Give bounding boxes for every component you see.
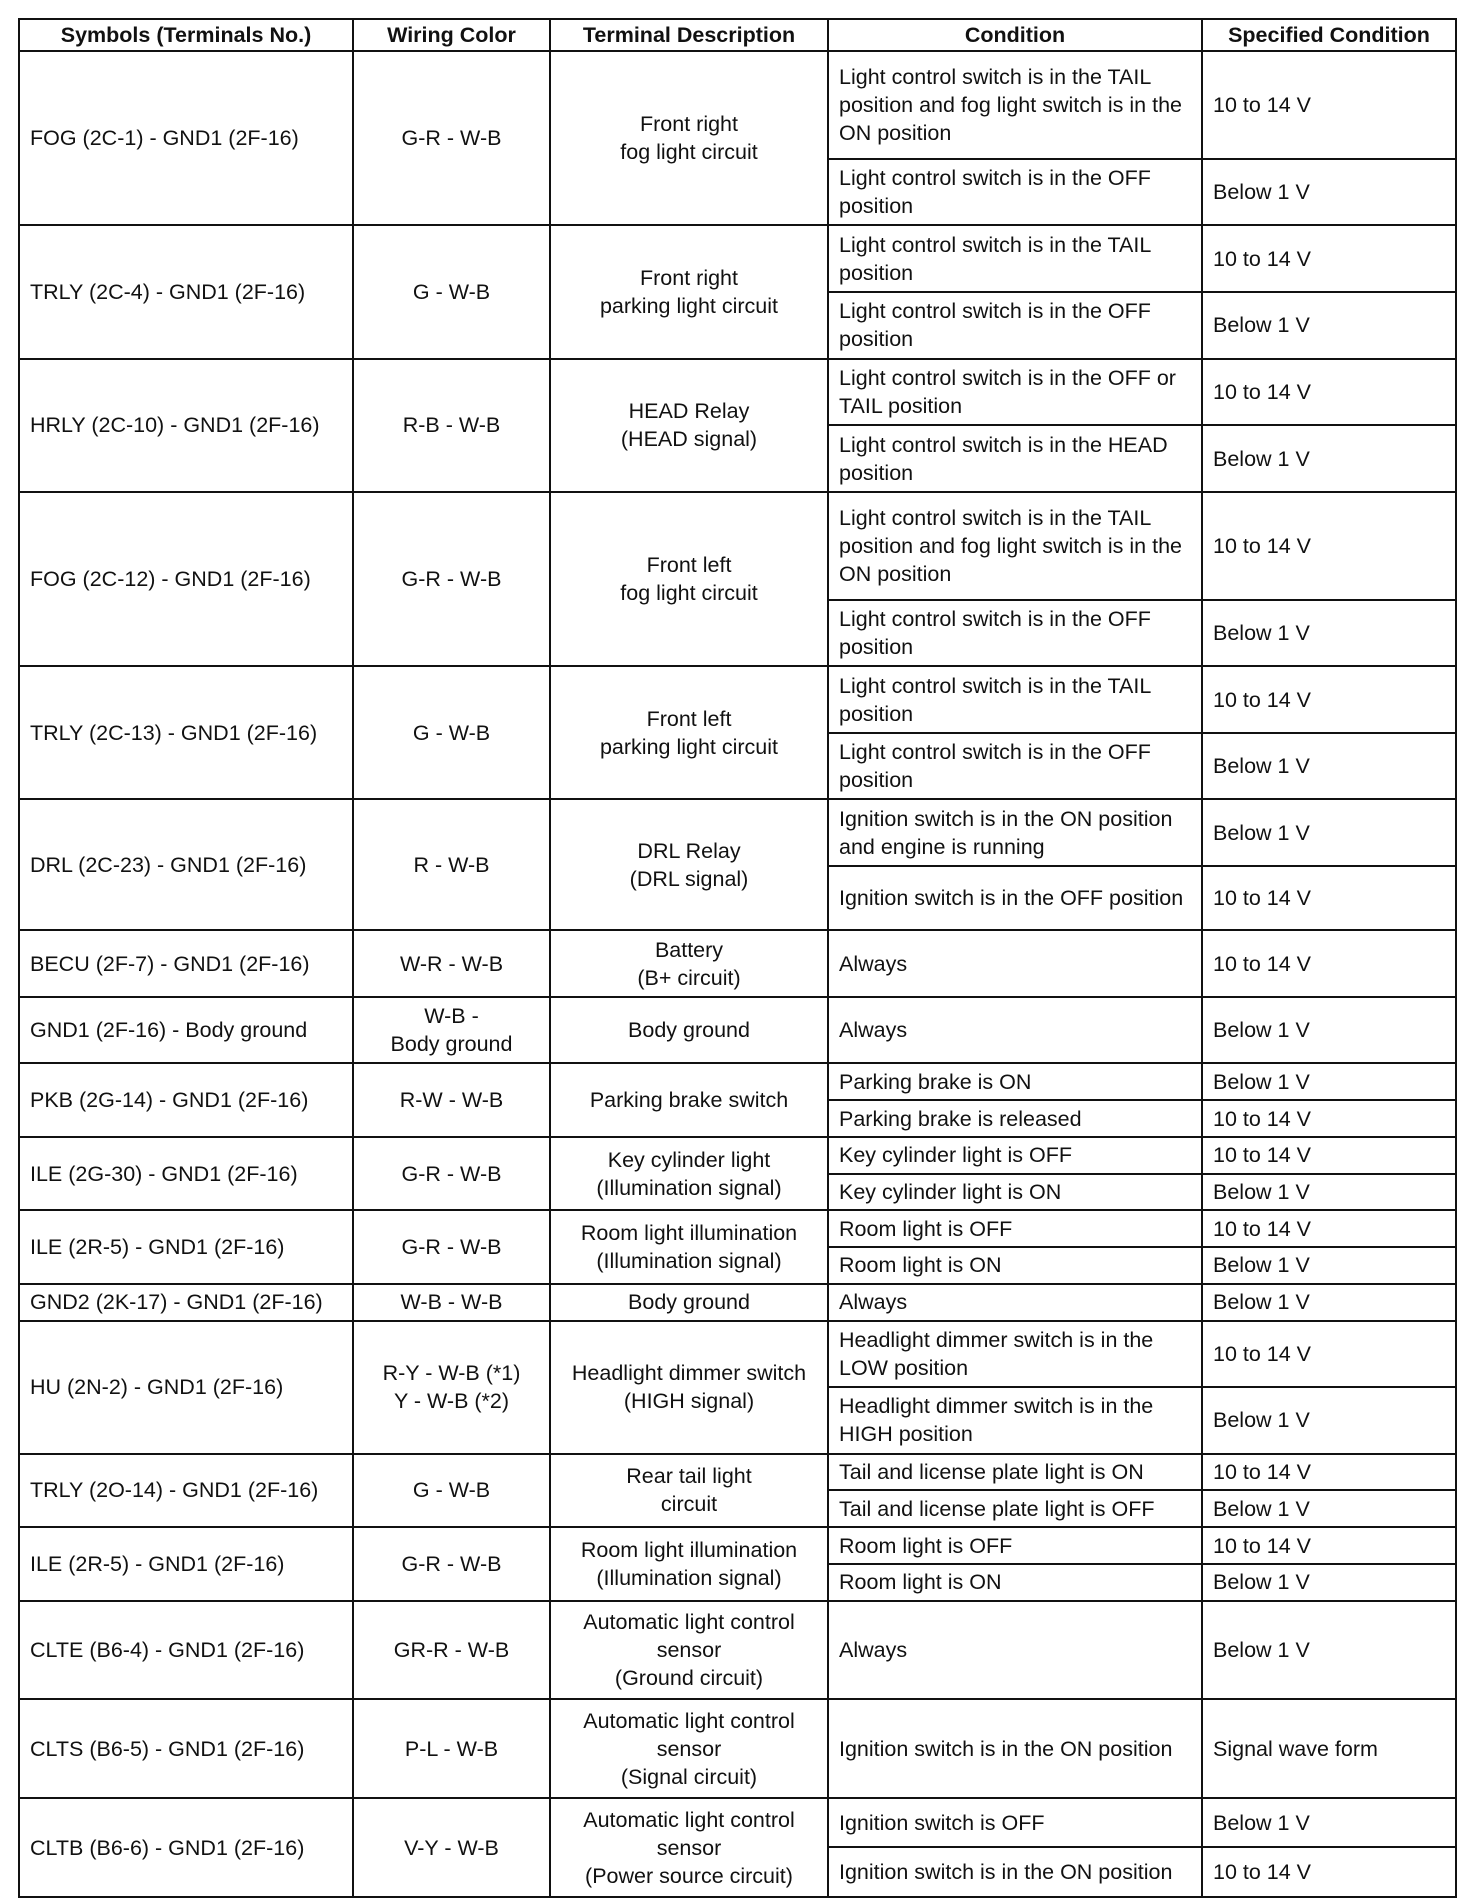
table-row bbox=[19, 1454, 1456, 1491]
specified-condition-cell: 10 to 14 V bbox=[1202, 1847, 1456, 1897]
condition-cell: Light control switch is in the OFF position bbox=[828, 292, 1202, 359]
symbol-cell: TRLY (2C-4) - GND1 (2F-16) bbox=[19, 225, 353, 358]
condition-cell: Ignition switch is in the ON position and engine is running bbox=[828, 799, 1202, 866]
symbol-cell: FOG (2C-12) - GND1 (2F-16) bbox=[19, 492, 353, 666]
wiring-color-cell: P-L - W-B bbox=[353, 1699, 550, 1798]
terminal-description-cell: Automatic light control sensor (Power source circuit) bbox=[550, 1798, 828, 1897]
specified-condition-cell: 10 to 14 V bbox=[1202, 1137, 1456, 1174]
condition-cell: Room light is OFF bbox=[828, 1210, 1202, 1247]
condition-cell: Key cylinder light is ON bbox=[828, 1174, 1202, 1211]
wiring-color-cell: G-R - W-B bbox=[353, 1210, 550, 1283]
specified-condition-cell: Below 1 V bbox=[1202, 1798, 1456, 1847]
terminal-description-cell: Battery (B+ circuit) bbox=[550, 930, 828, 997]
symbol-cell: CLTS (B6-5) - GND1 (2F-16) bbox=[19, 1699, 353, 1798]
condition-cell: Always bbox=[828, 1284, 1202, 1321]
terminal-description-cell: Front right parking light circuit bbox=[550, 225, 828, 358]
condition-cell: Tail and license plate light is OFF bbox=[828, 1490, 1202, 1527]
header-wiring-color: Wiring Color bbox=[353, 19, 550, 51]
specified-condition-cell: Below 1 V bbox=[1202, 1387, 1456, 1454]
symbol-cell: PKB (2G-14) - GND1 (2F-16) bbox=[19, 1063, 353, 1136]
terminal-description-cell: Room light illumination (Illumination signal) bbox=[550, 1527, 828, 1600]
wiring-color-cell: W-B - Body ground bbox=[353, 997, 550, 1064]
specified-condition-cell: 10 to 14 V bbox=[1202, 866, 1456, 930]
specified-condition-cell: Below 1 V bbox=[1202, 1284, 1456, 1321]
terminal-description-cell: Body ground bbox=[550, 997, 828, 1064]
condition-cell: Room light is ON bbox=[828, 1247, 1202, 1284]
symbol-cell: TRLY (2C-13) - GND1 (2F-16) bbox=[19, 666, 353, 799]
symbol-cell: FOG (2C-1) - GND1 (2F-16) bbox=[19, 51, 353, 225]
header-terminal-description: Terminal Description bbox=[550, 19, 828, 51]
specified-condition-cell: 10 to 14 V bbox=[1202, 225, 1456, 292]
header-condition: Condition bbox=[828, 19, 1202, 51]
condition-cell: Light control switch is in the OFF position bbox=[828, 159, 1202, 226]
condition-cell: Room light is OFF bbox=[828, 1527, 1202, 1564]
symbol-cell: CLTB (B6-6) - GND1 (2F-16) bbox=[19, 1798, 353, 1897]
wiring-color-cell: G-R - W-B bbox=[353, 492, 550, 666]
specified-condition-cell: 10 to 14 V bbox=[1202, 492, 1456, 600]
table-row bbox=[19, 1527, 1456, 1564]
terminal-description-cell: Automatic light control sensor (Signal circuit) bbox=[550, 1699, 828, 1798]
condition-cell: Headlight dimmer switch is in the LOW position bbox=[828, 1321, 1202, 1388]
specified-condition-cell: Below 1 V bbox=[1202, 997, 1456, 1064]
condition-cell: Ignition switch is in the OFF position bbox=[828, 866, 1202, 930]
specified-condition-cell: Below 1 V bbox=[1202, 292, 1456, 359]
specified-condition-cell: 10 to 14 V bbox=[1202, 1321, 1456, 1388]
condition-cell: Always bbox=[828, 997, 1202, 1064]
symbol-cell: CLTE (B6-4) - GND1 (2F-16) bbox=[19, 1601, 353, 1700]
specified-condition-cell: 10 to 14 V bbox=[1202, 930, 1456, 997]
specified-condition-cell: 10 to 14 V bbox=[1202, 1454, 1456, 1491]
wiring-color-cell: G-R - W-B bbox=[353, 1137, 550, 1210]
condition-cell: Key cylinder light is OFF bbox=[828, 1137, 1202, 1174]
table-row bbox=[19, 1321, 1456, 1388]
specified-condition-cell: Signal wave form bbox=[1202, 1699, 1456, 1798]
header-specified-condition: Specified Condition bbox=[1202, 19, 1456, 51]
specified-condition-cell: 10 to 14 V bbox=[1202, 1527, 1456, 1564]
symbol-cell: HU (2N-2) - GND1 (2F-16) bbox=[19, 1321, 353, 1454]
terminal-description-cell: Headlight dimmer switch (HIGH signal) bbox=[550, 1321, 828, 1454]
specified-condition-cell: 10 to 14 V bbox=[1202, 51, 1456, 159]
terminal-description-cell: HEAD Relay (HEAD signal) bbox=[550, 359, 828, 492]
condition-cell: Ignition switch is OFF bbox=[828, 1798, 1202, 1847]
specified-condition-cell: Below 1 V bbox=[1202, 1247, 1456, 1284]
specified-condition-cell: 10 to 14 V bbox=[1202, 1210, 1456, 1247]
wiring-color-cell: R-W - W-B bbox=[353, 1063, 550, 1136]
symbol-cell: TRLY (2O-14) - GND1 (2F-16) bbox=[19, 1454, 353, 1527]
table-row bbox=[19, 1601, 1456, 1700]
condition-cell: Light control switch is in the OFF position bbox=[828, 600, 1202, 667]
condition-cell: Light control switch is in the TAIL position and fog light switch is in the ON position bbox=[828, 492, 1202, 600]
symbol-cell: ILE (2R-5) - GND1 (2F-16) bbox=[19, 1210, 353, 1283]
terminal-description-cell: Rear tail light circuit bbox=[550, 1454, 828, 1527]
symbol-cell: ILE (2R-5) - GND1 (2F-16) bbox=[19, 1527, 353, 1600]
condition-cell: Light control switch is in the TAIL position bbox=[828, 666, 1202, 733]
wiring-color-cell: R - W-B bbox=[353, 799, 550, 930]
condition-cell: Ignition switch is in the ON position bbox=[828, 1699, 1202, 1798]
table-row bbox=[19, 1699, 1456, 1798]
specified-condition-cell: Below 1 V bbox=[1202, 425, 1456, 492]
table-row bbox=[19, 666, 1456, 733]
condition-cell: Parking brake is released bbox=[828, 1100, 1202, 1137]
terminal-description-cell: Room light illumination (Illumination signal) bbox=[550, 1210, 828, 1283]
wiring-color-cell: W-R - W-B bbox=[353, 930, 550, 997]
symbol-cell: GND2 (2K-17) - GND1 (2F-16) bbox=[19, 1284, 353, 1321]
symbol-cell: GND1 (2F-16) - Body ground bbox=[19, 997, 353, 1064]
table-row bbox=[19, 1137, 1456, 1174]
table-row bbox=[19, 51, 1456, 159]
header-symbols: Symbols (Terminals No.) bbox=[19, 19, 353, 51]
table-row bbox=[19, 1063, 1456, 1100]
wiring-color-cell: G - W-B bbox=[353, 1454, 550, 1527]
condition-cell: Ignition switch is in the ON position bbox=[828, 1847, 1202, 1897]
wiring-color-cell: G - W-B bbox=[353, 666, 550, 799]
condition-cell: Light control switch is in the OFF or TAIL position bbox=[828, 359, 1202, 426]
specified-condition-cell: Below 1 V bbox=[1202, 1174, 1456, 1211]
specified-condition-cell: Below 1 V bbox=[1202, 159, 1456, 226]
specified-condition-cell: 10 to 14 V bbox=[1202, 359, 1456, 426]
specified-condition-cell: Below 1 V bbox=[1202, 600, 1456, 667]
terminal-description-cell: Key cylinder light (Illumination signal) bbox=[550, 1137, 828, 1210]
condition-cell: Light control switch is in the TAIL position bbox=[828, 225, 1202, 292]
terminal-description-cell: DRL Relay (DRL signal) bbox=[550, 799, 828, 930]
condition-cell: Always bbox=[828, 930, 1202, 997]
table-body bbox=[19, 51, 1456, 1897]
specified-condition-cell: Below 1 V bbox=[1202, 1564, 1456, 1601]
table-row bbox=[19, 1798, 1456, 1847]
wiring-color-cell: G-R - W-B bbox=[353, 1527, 550, 1600]
wiring-color-cell: V-Y - W-B bbox=[353, 1798, 550, 1897]
symbol-cell: ILE (2G-30) - GND1 (2F-16) bbox=[19, 1137, 353, 1210]
table-row bbox=[19, 225, 1456, 292]
wiring-color-cell: R-Y - W-B (*1) Y - W-B (*2) bbox=[353, 1321, 550, 1454]
specified-condition-cell: Below 1 V bbox=[1202, 1063, 1456, 1100]
condition-cell: Parking brake is ON bbox=[828, 1063, 1202, 1100]
terminal-description-cell: Automatic light control sensor (Ground circuit) bbox=[550, 1601, 828, 1700]
wiring-color-cell: GR-R - W-B bbox=[353, 1601, 550, 1700]
condition-cell: Light control switch is in the HEAD position bbox=[828, 425, 1202, 492]
terminal-description-cell: Body ground bbox=[550, 1284, 828, 1321]
symbol-cell: DRL (2C-23) - GND1 (2F-16) bbox=[19, 799, 353, 930]
terminal-spec-table bbox=[18, 18, 1457, 1898]
wiring-color-cell: R-B - W-B bbox=[353, 359, 550, 492]
condition-cell: Headlight dimmer switch is in the HIGH position bbox=[828, 1387, 1202, 1454]
table-row bbox=[19, 930, 1456, 997]
condition-cell: Tail and license plate light is ON bbox=[828, 1454, 1202, 1491]
condition-cell: Room light is ON bbox=[828, 1564, 1202, 1601]
condition-cell: Light control switch is in the TAIL position and fog light switch is in the ON position bbox=[828, 51, 1202, 159]
terminal-description-cell: Front right fog light circuit bbox=[550, 51, 828, 225]
specified-condition-cell: Below 1 V bbox=[1202, 1490, 1456, 1527]
condition-cell: Always bbox=[828, 1601, 1202, 1700]
symbol-cell: HRLY (2C-10) - GND1 (2F-16) bbox=[19, 359, 353, 492]
specified-condition-cell: Below 1 V bbox=[1202, 733, 1456, 800]
wiring-color-cell: W-B - W-B bbox=[353, 1284, 550, 1321]
specified-condition-cell: Below 1 V bbox=[1202, 799, 1456, 866]
table-row bbox=[19, 997, 1456, 1064]
wiring-color-cell: G - W-B bbox=[353, 225, 550, 358]
terminal-description-cell: Front left fog light circuit bbox=[550, 492, 828, 666]
header-row bbox=[19, 19, 1456, 51]
specified-condition-cell: Below 1 V bbox=[1202, 1601, 1456, 1700]
table-row bbox=[19, 799, 1456, 866]
terminal-description-cell: Front left parking light circuit bbox=[550, 666, 828, 799]
specified-condition-cell: 10 to 14 V bbox=[1202, 1100, 1456, 1137]
wiring-color-cell: G-R - W-B bbox=[353, 51, 550, 225]
terminal-description-cell: Parking brake switch bbox=[550, 1063, 828, 1136]
table-row bbox=[19, 1210, 1456, 1247]
table-row bbox=[19, 1284, 1456, 1321]
specified-condition-cell: 10 to 14 V bbox=[1202, 666, 1456, 733]
table-row bbox=[19, 359, 1456, 426]
table-row bbox=[19, 492, 1456, 600]
condition-cell: Light control switch is in the OFF position bbox=[828, 733, 1202, 800]
symbol-cell: BECU (2F-7) - GND1 (2F-16) bbox=[19, 930, 353, 997]
